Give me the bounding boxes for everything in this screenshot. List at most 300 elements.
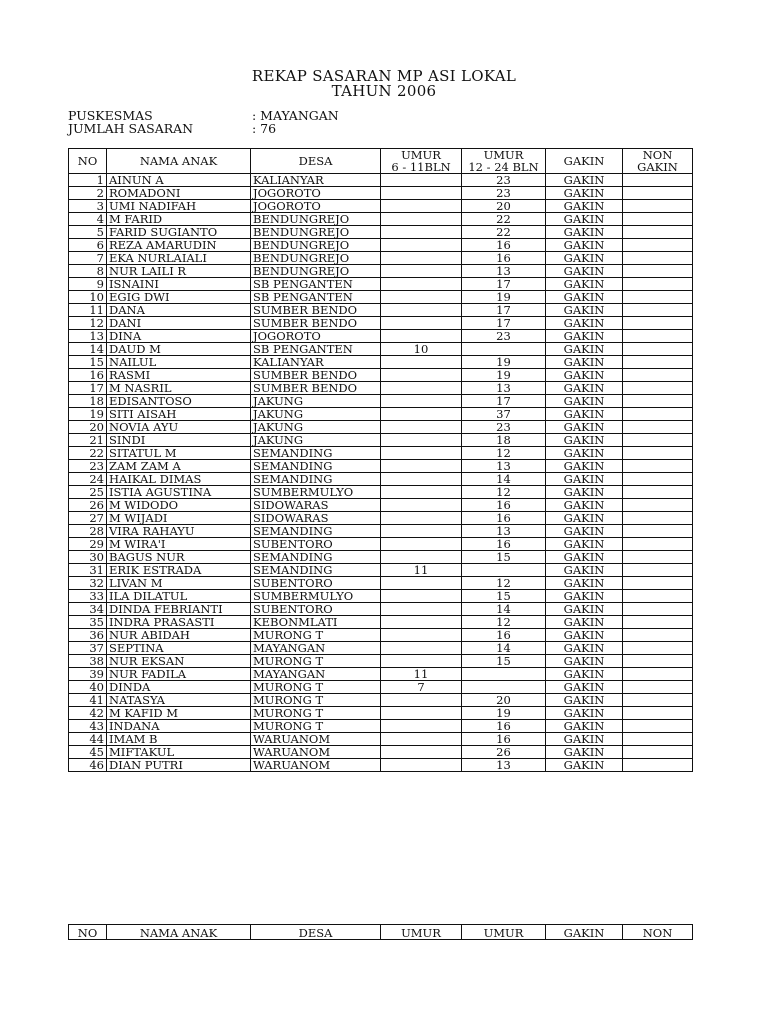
cell-non-gakin	[623, 200, 693, 213]
cell-no: 34	[69, 603, 107, 616]
cell-no: 43	[69, 720, 107, 733]
cell-non-gakin	[623, 317, 693, 330]
cell-nama-anak: HAIKAL DIMAS	[107, 473, 251, 486]
cell-nama-anak: NUR LAILI R	[107, 265, 251, 278]
cell-no: 45	[69, 746, 107, 759]
cell-umur-6-11: 11	[381, 668, 462, 681]
cell-no: 10	[69, 291, 107, 304]
cell-desa: MAYANGAN	[251, 668, 381, 681]
cell-nama-anak: DINDA FEBRIANTI	[107, 603, 251, 616]
cell-desa: SUBENTORO	[251, 577, 381, 590]
cell-umur-12-24: 22	[462, 226, 546, 239]
cell-nama-anak: UMI NADIFAH	[107, 200, 251, 213]
cell-desa: SIDOWARAS	[251, 512, 381, 525]
table-row	[69, 395, 693, 408]
cell-nama-anak: EDISANTOSO	[107, 395, 251, 408]
table-row	[69, 655, 693, 668]
cell-desa: SUMBER BENDO	[251, 317, 381, 330]
cell-nama-anak: M FARID	[107, 213, 251, 226]
cell-umur-12-24: 16	[462, 629, 546, 642]
cell-nama-anak: RASMI	[107, 369, 251, 382]
cell-desa: JOGOROTO	[251, 330, 381, 343]
cell-desa: SUMBER BENDO	[251, 382, 381, 395]
cell-desa: BENDUNGREJO	[251, 213, 381, 226]
table-row	[69, 486, 693, 499]
cell-umur-6-11	[381, 317, 462, 330]
table-row	[69, 733, 693, 746]
table-row	[69, 330, 693, 343]
cell-umur-6-11	[381, 642, 462, 655]
cell-no: 37	[69, 642, 107, 655]
cell-non-gakin	[623, 291, 693, 304]
cell-umur-6-11	[381, 252, 462, 265]
cell-desa: WARUANOM	[251, 733, 381, 746]
cell-desa: SEMANDING	[251, 564, 381, 577]
cell-nama-anak: EKA NURLAIALI	[107, 252, 251, 265]
cell-desa: MURONG T	[251, 655, 381, 668]
cell-nama-anak: DINDA	[107, 681, 251, 694]
cell-umur-12-24: 14	[462, 642, 546, 655]
header-umur-6-11: UMUR 6 - 11BLN	[381, 149, 462, 174]
cell-gakin: GAKIN	[546, 226, 623, 239]
cell-gakin: GAKIN	[546, 200, 623, 213]
cell-nama-anak: NAILUL	[107, 356, 251, 369]
cell-umur-12-24: 13	[462, 525, 546, 538]
table-row	[69, 668, 693, 681]
cell-umur-6-11	[381, 512, 462, 525]
jumlah-sasaran-label: JUMLAH SASARAN	[68, 121, 194, 136]
table-row	[69, 265, 693, 278]
cell-non-gakin	[623, 707, 693, 720]
cell-umur-6-11	[381, 499, 462, 512]
cell-nama-anak: NUR ABIDAH	[107, 629, 251, 642]
cell-umur-12-24: 16	[462, 512, 546, 525]
cell-gakin: GAKIN	[546, 577, 623, 590]
cell-umur-6-11	[381, 486, 462, 499]
cell-no: 7	[69, 252, 107, 265]
cell-umur-12-24: 22	[462, 213, 546, 226]
cell-umur-6-11	[381, 239, 462, 252]
cell-non-gakin	[623, 187, 693, 200]
cell-nama-anak: VIRA RAHAYU	[107, 525, 251, 538]
table-row	[69, 252, 693, 265]
cell-gakin: GAKIN	[546, 681, 623, 694]
cell-nama-anak: FARID SUGIANTO	[107, 226, 251, 239]
table-row	[69, 278, 693, 291]
table-row	[69, 421, 693, 434]
cell-gakin: GAKIN	[546, 603, 623, 616]
table-row	[69, 460, 693, 473]
cell-nama-anak: DAUD M	[107, 343, 251, 356]
cell-umur-12-24	[462, 343, 546, 356]
cell-nama-anak: M WIJADI	[107, 512, 251, 525]
cell-gakin: GAKIN	[546, 304, 623, 317]
cell-umur-6-11	[381, 577, 462, 590]
next-page-table-header	[68, 924, 693, 940]
cell-umur-6-11	[381, 720, 462, 733]
cell-gakin: GAKIN	[546, 486, 623, 499]
cell-umur-12-24	[462, 668, 546, 681]
table-row	[69, 564, 693, 577]
cell-gakin: GAKIN	[546, 408, 623, 421]
footer-header-umur-1: UMUR	[381, 925, 462, 940]
cell-nama-anak: NUR EKSAN	[107, 655, 251, 668]
cell-no: 19	[69, 408, 107, 421]
cell-umur-12-24: 23	[462, 174, 546, 187]
cell-no: 4	[69, 213, 107, 226]
cell-non-gakin	[623, 590, 693, 603]
cell-umur-6-11	[381, 213, 462, 226]
cell-umur-12-24: 15	[462, 551, 546, 564]
cell-umur-6-11	[381, 174, 462, 187]
cell-gakin: GAKIN	[546, 434, 623, 447]
table-row	[69, 226, 693, 239]
table-row	[69, 174, 693, 187]
cell-non-gakin	[623, 525, 693, 538]
cell-nama-anak: MIFTAKUL	[107, 746, 251, 759]
cell-non-gakin	[623, 759, 693, 772]
cell-non-gakin	[623, 564, 693, 577]
cell-gakin: GAKIN	[546, 343, 623, 356]
table-row	[69, 447, 693, 460]
table-row	[69, 616, 693, 629]
cell-gakin: GAKIN	[546, 668, 623, 681]
cell-desa: SB PENGANTEN	[251, 278, 381, 291]
jumlah-sasaran-line	[68, 122, 276, 136]
cell-gakin: GAKIN	[546, 538, 623, 551]
cell-nama-anak: EGIG DWI	[107, 291, 251, 304]
cell-no: 20	[69, 421, 107, 434]
cell-nama-anak: AINUN A	[107, 174, 251, 187]
puskesmas-label: PUSKESMAS	[68, 108, 153, 123]
cell-non-gakin	[623, 330, 693, 343]
cell-nama-anak: DIAN PUTRI	[107, 759, 251, 772]
cell-umur-12-24	[462, 681, 546, 694]
report-year: TAHUN 2006	[331, 82, 437, 100]
cell-desa: SUMBERMULYO	[251, 486, 381, 499]
cell-umur-12-24: 26	[462, 746, 546, 759]
cell-gakin: GAKIN	[546, 447, 623, 460]
cell-umur-6-11	[381, 694, 462, 707]
table-row	[69, 759, 693, 772]
cell-desa: KALIANYAR	[251, 356, 381, 369]
cell-umur-6-11	[381, 707, 462, 720]
cell-desa: MURONG T	[251, 629, 381, 642]
cell-gakin: GAKIN	[546, 395, 623, 408]
cell-nama-anak: IMAM B	[107, 733, 251, 746]
cell-umur-6-11	[381, 629, 462, 642]
cell-no: 27	[69, 512, 107, 525]
cell-desa: SEMANDING	[251, 447, 381, 460]
cell-desa: SUMBER BENDO	[251, 304, 381, 317]
table-row	[69, 590, 693, 603]
footer-header-no: NO	[69, 925, 107, 940]
cell-umur-6-11	[381, 590, 462, 603]
cell-no: 46	[69, 759, 107, 772]
cell-non-gakin	[623, 629, 693, 642]
cell-umur-12-24: 17	[462, 317, 546, 330]
cell-non-gakin	[623, 694, 693, 707]
cell-gakin: GAKIN	[546, 174, 623, 187]
cell-non-gakin	[623, 369, 693, 382]
table-row	[69, 434, 693, 447]
cell-nama-anak: INDANA	[107, 720, 251, 733]
cell-no: 14	[69, 343, 107, 356]
cell-no: 21	[69, 434, 107, 447]
cell-gakin: GAKIN	[546, 733, 623, 746]
cell-umur-12-24: 14	[462, 473, 546, 486]
footer-header-row	[69, 925, 693, 940]
cell-non-gakin	[623, 499, 693, 512]
cell-non-gakin	[623, 681, 693, 694]
cell-gakin: GAKIN	[546, 187, 623, 200]
cell-nama-anak: M KAFID M	[107, 707, 251, 720]
table-row	[69, 408, 693, 421]
cell-gakin: GAKIN	[546, 278, 623, 291]
cell-desa: JAKUNG	[251, 408, 381, 421]
cell-gakin: GAKIN	[546, 291, 623, 304]
cell-umur-6-11: 11	[381, 564, 462, 577]
cell-umur-12-24: 37	[462, 408, 546, 421]
cell-non-gakin	[623, 252, 693, 265]
cell-gakin: GAKIN	[546, 421, 623, 434]
cell-desa: JAKUNG	[251, 395, 381, 408]
cell-nama-anak: LIVAN M	[107, 577, 251, 590]
cell-nama-anak: DINA	[107, 330, 251, 343]
cell-non-gakin	[623, 434, 693, 447]
table-row	[69, 538, 693, 551]
footer-header-umur-2: UMUR	[462, 925, 546, 940]
table-header-row	[69, 149, 693, 174]
table-row	[69, 720, 693, 733]
cell-umur-12-24: 18	[462, 434, 546, 447]
cell-non-gakin	[623, 668, 693, 681]
cell-gakin: GAKIN	[546, 655, 623, 668]
cell-non-gakin	[623, 304, 693, 317]
cell-desa: SUMBERMULYO	[251, 590, 381, 603]
cell-desa: JAKUNG	[251, 434, 381, 447]
cell-no: 28	[69, 525, 107, 538]
cell-non-gakin	[623, 447, 693, 460]
cell-umur-6-11	[381, 356, 462, 369]
cell-no: 24	[69, 473, 107, 486]
cell-nama-anak: SINDI	[107, 434, 251, 447]
cell-desa: SEMANDING	[251, 473, 381, 486]
cell-nama-anak: BAGUS NUR	[107, 551, 251, 564]
cell-non-gakin	[623, 642, 693, 655]
cell-non-gakin	[623, 265, 693, 278]
table-row	[69, 369, 693, 382]
sasaran-table	[68, 148, 693, 772]
cell-umur-6-11	[381, 746, 462, 759]
footer-header-nama-anak: NAMA ANAK	[107, 925, 251, 940]
table-row	[69, 213, 693, 226]
cell-non-gakin	[623, 356, 693, 369]
header-umur-12-24: UMUR 12 - 24 BLN	[462, 149, 546, 174]
cell-no: 9	[69, 278, 107, 291]
cell-desa: JOGOROTO	[251, 200, 381, 213]
table-row	[69, 473, 693, 486]
cell-umur-12-24: 20	[462, 200, 546, 213]
cell-umur-12-24: 19	[462, 707, 546, 720]
cell-desa: MURONG T	[251, 681, 381, 694]
cell-no: 40	[69, 681, 107, 694]
cell-umur-12-24: 19	[462, 369, 546, 382]
cell-non-gakin	[623, 746, 693, 759]
cell-non-gakin	[623, 239, 693, 252]
cell-umur-12-24: 13	[462, 759, 546, 772]
cell-no: 5	[69, 226, 107, 239]
cell-gakin: GAKIN	[546, 239, 623, 252]
cell-nama-anak: SEPTINA	[107, 642, 251, 655]
cell-umur-12-24: 17	[462, 278, 546, 291]
cell-umur-12-24: 12	[462, 486, 546, 499]
cell-umur-6-11	[381, 655, 462, 668]
cell-no: 39	[69, 668, 107, 681]
cell-desa: SUBENTORO	[251, 538, 381, 551]
cell-umur-6-11	[381, 421, 462, 434]
table-row	[69, 512, 693, 525]
table-row	[69, 694, 693, 707]
cell-gakin: GAKIN	[546, 694, 623, 707]
table-row	[69, 356, 693, 369]
table-row	[69, 577, 693, 590]
cell-umur-6-11	[381, 226, 462, 239]
cell-no: 8	[69, 265, 107, 278]
cell-no: 41	[69, 694, 107, 707]
cell-nama-anak: INDRA PRASASTI	[107, 616, 251, 629]
cell-umur-12-24: 16	[462, 720, 546, 733]
cell-desa: JOGOROTO	[251, 187, 381, 200]
table-row	[69, 200, 693, 213]
table-row	[69, 681, 693, 694]
cell-non-gakin	[623, 382, 693, 395]
cell-umur-6-11	[381, 291, 462, 304]
cell-umur-12-24: 16	[462, 239, 546, 252]
cell-umur-12-24: 16	[462, 252, 546, 265]
cell-non-gakin	[623, 421, 693, 434]
cell-no: 3	[69, 200, 107, 213]
cell-desa: BENDUNGREJO	[251, 239, 381, 252]
cell-non-gakin	[623, 551, 693, 564]
cell-gakin: GAKIN	[546, 499, 623, 512]
cell-umur-6-11	[381, 538, 462, 551]
cell-umur-6-11	[381, 603, 462, 616]
cell-desa: BENDUNGREJO	[251, 252, 381, 265]
table-row	[69, 382, 693, 395]
cell-non-gakin	[623, 486, 693, 499]
cell-umur-6-11	[381, 551, 462, 564]
puskesmas-value: : MAYANGAN	[252, 108, 339, 123]
table-row	[69, 525, 693, 538]
cell-umur-12-24: 13	[462, 382, 546, 395]
cell-no: 11	[69, 304, 107, 317]
cell-gakin: GAKIN	[546, 616, 623, 629]
header-desa: DESA	[251, 149, 381, 174]
cell-umur-12-24: 17	[462, 304, 546, 317]
cell-desa: MURONG T	[251, 707, 381, 720]
cell-desa: KEBONMLATI	[251, 616, 381, 629]
cell-nama-anak: DANI	[107, 317, 251, 330]
cell-umur-12-24: 19	[462, 356, 546, 369]
cell-gakin: GAKIN	[546, 252, 623, 265]
cell-no: 6	[69, 239, 107, 252]
cell-gakin: GAKIN	[546, 330, 623, 343]
cell-no: 33	[69, 590, 107, 603]
footer-header-desa: DESA	[251, 925, 381, 940]
cell-nama-anak: NUR FADILA	[107, 668, 251, 681]
cell-no: 35	[69, 616, 107, 629]
cell-no: 22	[69, 447, 107, 460]
cell-non-gakin	[623, 395, 693, 408]
cell-desa: BENDUNGREJO	[251, 226, 381, 239]
cell-no: 44	[69, 733, 107, 746]
cell-non-gakin	[623, 538, 693, 551]
cell-desa: BENDUNGREJO	[251, 265, 381, 278]
cell-no: 31	[69, 564, 107, 577]
table-row	[69, 304, 693, 317]
cell-umur-12-24: 23	[462, 330, 546, 343]
cell-desa: SEMANDING	[251, 525, 381, 538]
cell-non-gakin	[623, 616, 693, 629]
jumlah-sasaran-value: : 76	[252, 121, 277, 136]
cell-umur-12-24: 12	[462, 616, 546, 629]
cell-umur-12-24: 13	[462, 460, 546, 473]
table-row	[69, 291, 693, 304]
cell-desa: SUMBER BENDO	[251, 369, 381, 382]
cell-desa: MURONG T	[251, 694, 381, 707]
cell-gakin: GAKIN	[546, 512, 623, 525]
cell-umur-12-24: 13	[462, 265, 546, 278]
table-row	[69, 707, 693, 720]
cell-gakin: GAKIN	[546, 460, 623, 473]
cell-umur-6-11	[381, 395, 462, 408]
cell-no: 25	[69, 486, 107, 499]
cell-umur-6-11	[381, 460, 462, 473]
cell-no: 17	[69, 382, 107, 395]
cell-umur-12-24: 23	[462, 421, 546, 434]
cell-umur-6-11	[381, 304, 462, 317]
cell-gakin: GAKIN	[546, 759, 623, 772]
header-nama-anak: NAMA ANAK	[107, 149, 251, 174]
cell-non-gakin	[623, 720, 693, 733]
cell-desa: SIDOWARAS	[251, 499, 381, 512]
cell-nama-anak: ILA DILATUL	[107, 590, 251, 603]
cell-umur-12-24: 17	[462, 395, 546, 408]
cell-non-gakin	[623, 226, 693, 239]
cell-nama-anak: ISNAINI	[107, 278, 251, 291]
cell-umur-6-11	[381, 447, 462, 460]
cell-nama-anak: ZAM ZAM A	[107, 460, 251, 473]
cell-no: 2	[69, 187, 107, 200]
cell-non-gakin	[623, 278, 693, 291]
cell-umur-6-11	[381, 525, 462, 538]
cell-no: 26	[69, 499, 107, 512]
cell-umur-6-11	[381, 408, 462, 421]
table-row	[69, 746, 693, 759]
cell-non-gakin	[623, 603, 693, 616]
cell-desa: SB PENGANTEN	[251, 343, 381, 356]
cell-non-gakin	[623, 408, 693, 421]
report-title: REKAP SASARAN MP ASI LOKAL	[251, 67, 517, 85]
cell-umur-12-24: 15	[462, 655, 546, 668]
cell-umur-6-11	[381, 759, 462, 772]
table-row	[69, 629, 693, 642]
cell-nama-anak: ERIK ESTRADA	[107, 564, 251, 577]
cell-nama-anak: SITI AISAH	[107, 408, 251, 421]
table-row	[69, 551, 693, 564]
cell-nama-anak: NOVIA AYU	[107, 421, 251, 434]
